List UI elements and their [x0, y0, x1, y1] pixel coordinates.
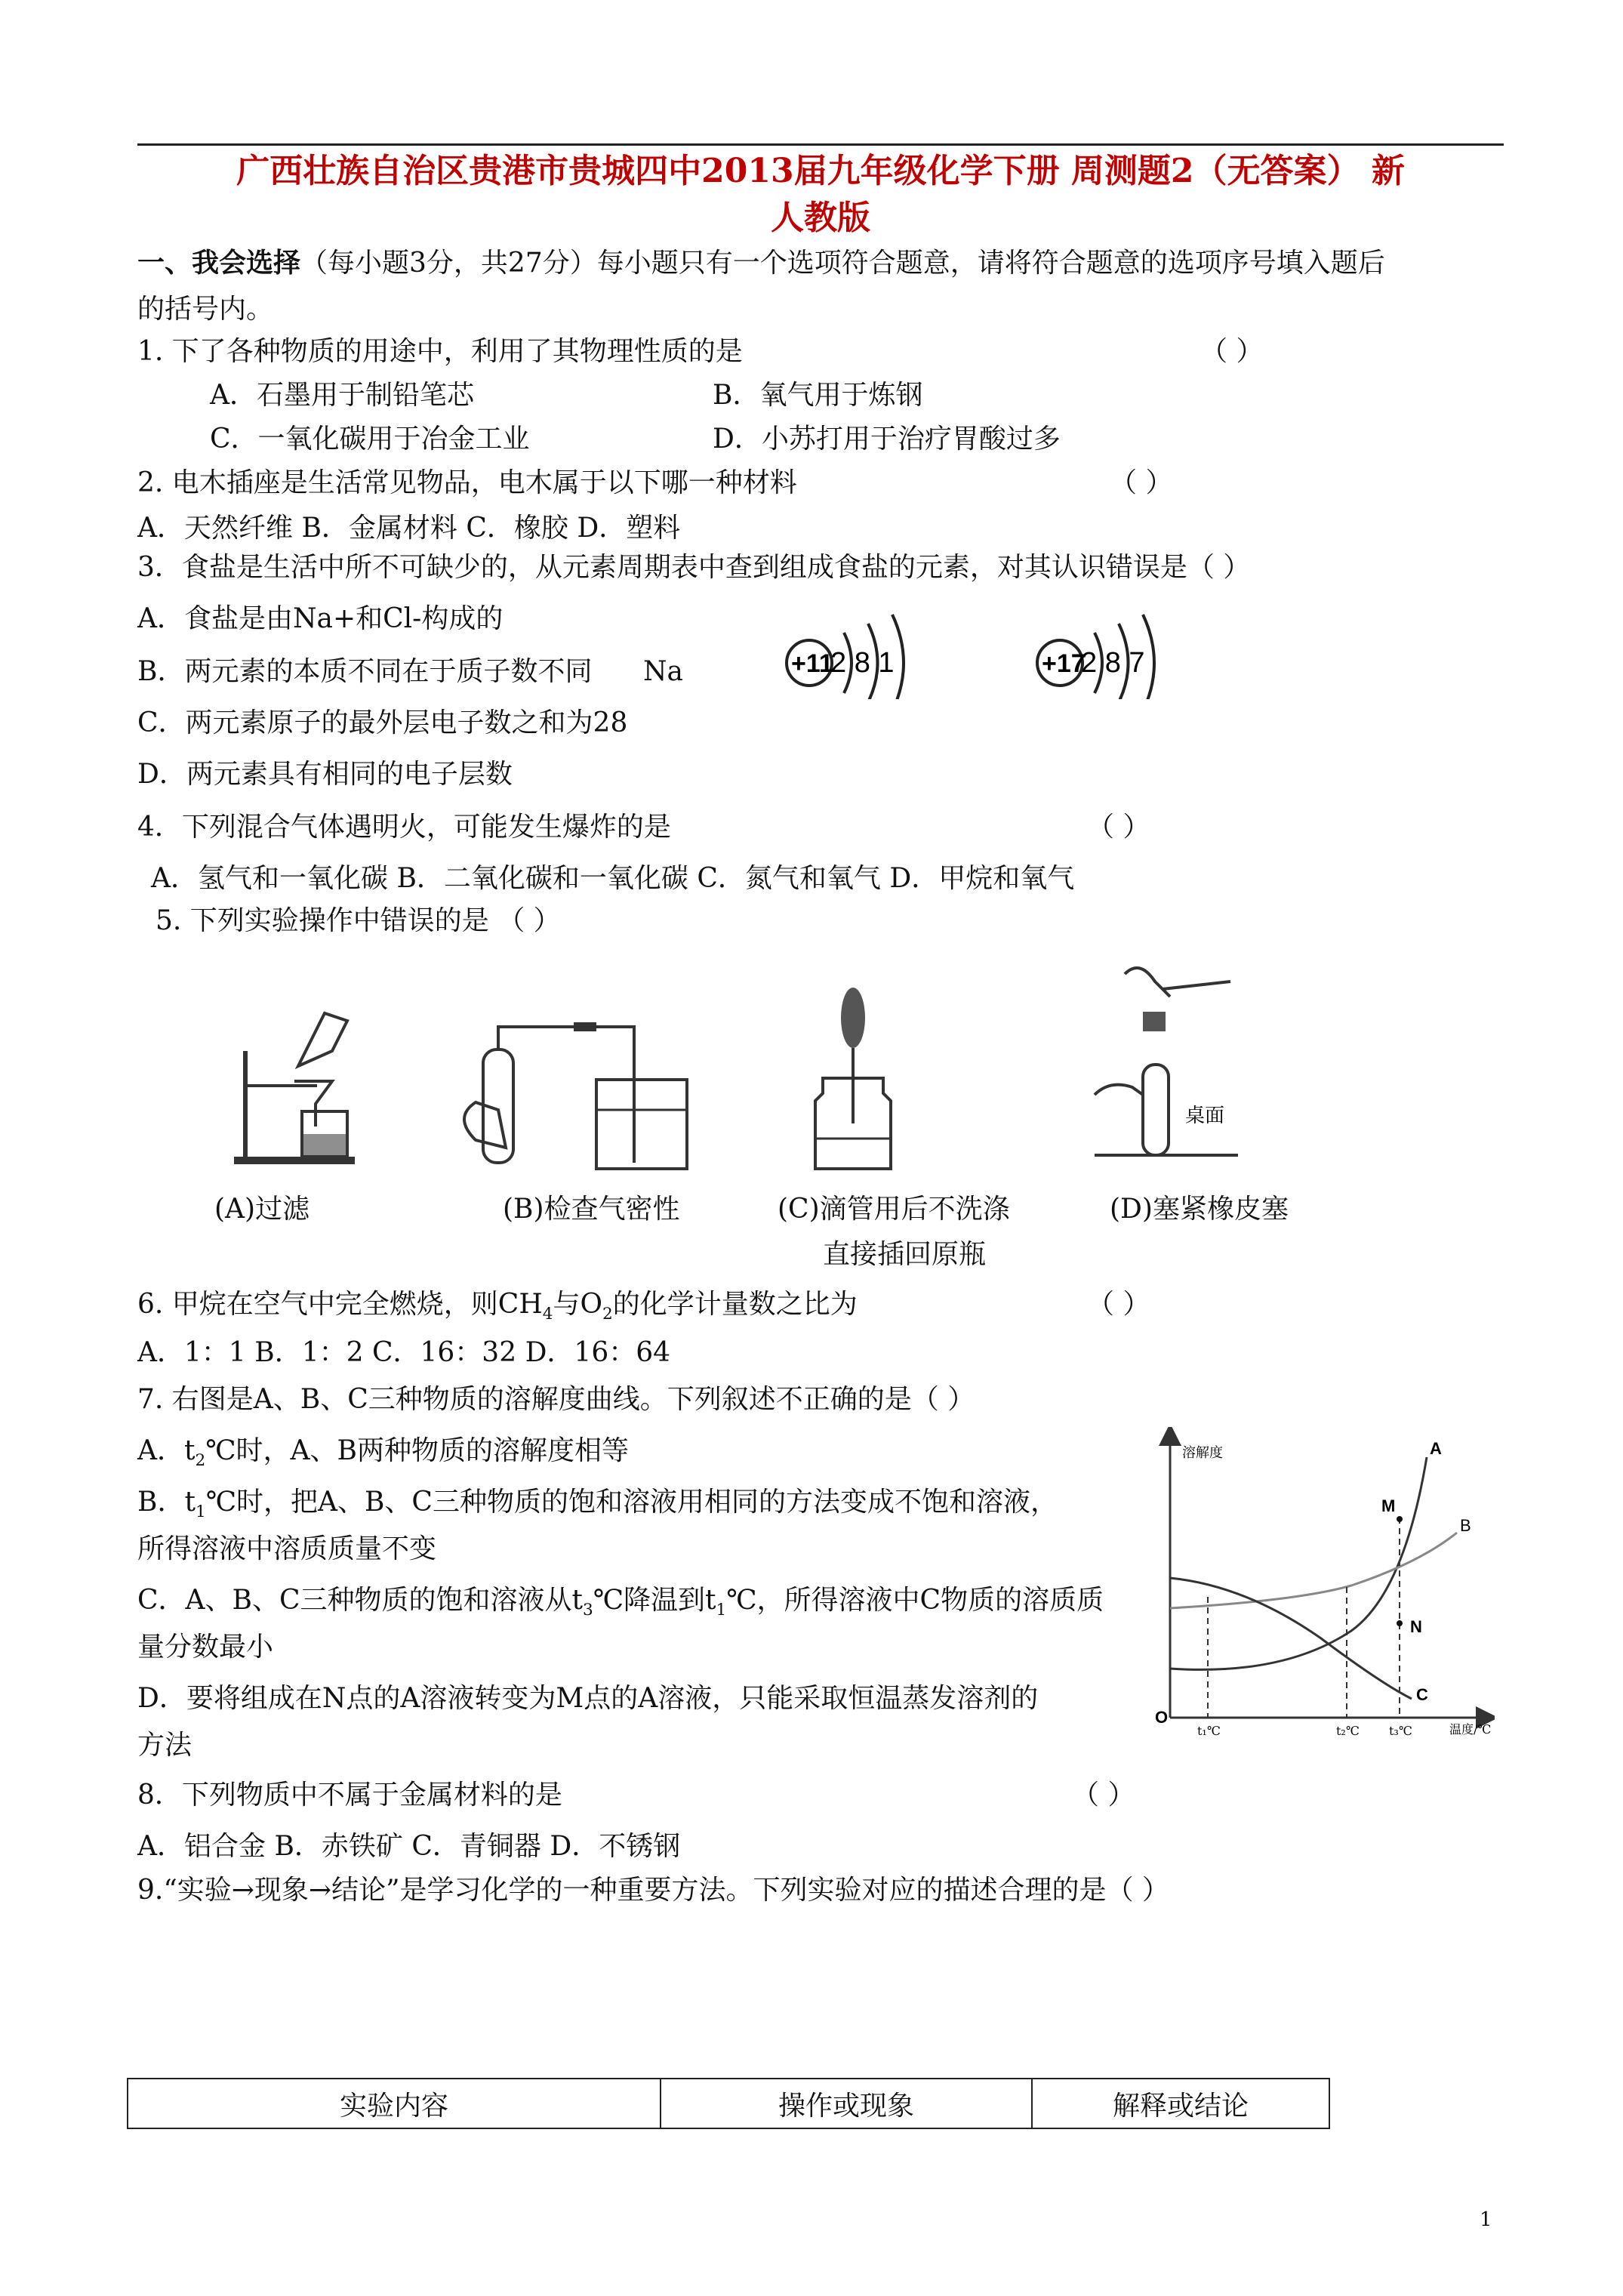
pouring-beaker	[298, 1013, 347, 1066]
stopper-figure	[1079, 951, 1246, 1173]
glass-rod	[1163, 982, 1230, 989]
point-m	[1397, 1516, 1403, 1522]
table-header-row	[128, 2079, 1329, 2128]
label-b: B	[1460, 1516, 1471, 1535]
hand	[464, 1102, 506, 1148]
label-m: M	[1381, 1496, 1396, 1515]
q6-options: A．1：1 B．1：2 C．16：32 D．16：64	[137, 1337, 671, 1368]
section1-intro-2: 的括号内。	[137, 294, 274, 325]
dropper-bulb	[841, 988, 865, 1048]
q5-caption-b: (B)检查气密性	[503, 1194, 680, 1225]
label-c: C	[1416, 1685, 1428, 1704]
section1-intro: 一、我会选择（每小题3分，共27分）每小题只有一个选项符合题意，请将符合题意的选项序号填入题后	[137, 247, 1385, 279]
q3-option-b: B．两元素的本质不同在于质子数不同	[137, 656, 593, 687]
cl-nucleus-charge: +17	[1042, 649, 1086, 678]
q5-caption-c: (C)滴管用后不洗涤	[778, 1194, 1010, 1225]
q3-option-c: C．两元素原子的最外层电子数之和为28	[137, 707, 628, 738]
table-header-content: 实验内容	[128, 2079, 661, 2128]
header-rule	[137, 143, 1504, 146]
label-n: N	[1410, 1617, 1422, 1636]
na-shell-electrons: 2 8 1	[830, 647, 895, 679]
q4-stem: 4．下列混合气体遇明火，可能发生爆炸的是	[137, 812, 671, 843]
table-header-conclusion: 解释或结论	[1032, 2079, 1329, 2128]
q6-bracket: （ ）	[1087, 1289, 1150, 1320]
curve-b	[1170, 1533, 1457, 1608]
solubility-curve-figure	[1132, 1427, 1495, 1744]
tick-t1: t₁℃	[1197, 1724, 1221, 1738]
q5-caption-c-2: 直接插回原瓶	[823, 1239, 987, 1270]
desk-label: 桌面	[1185, 1105, 1225, 1127]
q8-stem: 8．下列物质中不属于金属材料的是	[137, 1780, 562, 1811]
q7-stem: 7. 右图是A、B、C三种物质的溶解度曲线。下列叙述不正确的是（ ）	[137, 1384, 975, 1415]
tube-joint	[574, 1022, 596, 1031]
page-number: 1	[1480, 2208, 1492, 2231]
q3-stem: 3．食盐是生活中所不可缺少的，从元素周期表中查到组成食盐的元素，对其认识错误是（ ）	[137, 552, 1251, 583]
tick-t2: t₂℃	[1336, 1724, 1360, 1738]
stand-rod	[243, 1051, 248, 1158]
q7-option-d: D．要将组成在N点的A溶液转变为M点的A溶液，只能采取恒温蒸发溶剂的	[137, 1683, 1039, 1714]
point-n	[1397, 1620, 1403, 1626]
dropper-figure	[770, 988, 898, 1173]
q6-stem: 6. 甲烷在空气中完全燃烧，则$CH_4$与$O_2$的化学计量数之比为	[137, 1289, 858, 1324]
q7-option-d-2: 方法	[137, 1730, 192, 1761]
q7-option-a: A．$t_2℃$时，A、B两种物质的溶解度相等	[137, 1435, 629, 1471]
q4-bracket: （ ）	[1087, 812, 1150, 843]
q1-bracket: （ ）	[1200, 336, 1264, 367]
q3-na-label: Na	[643, 656, 683, 687]
origin-label: O	[1155, 1708, 1169, 1727]
q2-stem: 2. 电木插座是生活常见物品，电木属于以下哪一种材料	[137, 467, 797, 498]
funnel	[294, 1081, 332, 1126]
label-a: A	[1430, 1439, 1442, 1458]
x-axis-label: 温度/℃	[1449, 1722, 1492, 1737]
delivery-tube	[498, 1027, 634, 1163]
q5-caption-a: (A)过滤	[214, 1194, 310, 1225]
y-axis-label: 溶解度	[1182, 1445, 1223, 1461]
q3-option-d: D．两元素具有相同的电子层数	[137, 759, 513, 790]
q1-option-c: C．一氧化碳用于冶金工业	[210, 424, 530, 455]
q1-stem: 1. 下了各种物质的用途中，利用了其物理性质的是	[137, 336, 743, 367]
curve-a	[1170, 1457, 1427, 1669]
q4-options: A．氢气和一氧化碳 B．二氧化碳和一氧化碳 C．氮气和氧气 D．甲烷和氧气	[151, 863, 1075, 894]
q3-option-a: A．食盐是由Na+和Cl-构成的	[137, 603, 504, 634]
q8-options: A．铝合金 B．赤铁矿 C．青铜器 D．不锈钢	[137, 1831, 681, 1862]
filtration-figure	[226, 953, 370, 1172]
q8-bracket: （ ）	[1072, 1780, 1135, 1811]
test-tube-d	[1143, 1065, 1169, 1155]
q2-bracket: （ ）	[1110, 467, 1173, 498]
sodium-atom-diagram	[778, 593, 929, 699]
tick-t3: t₃℃	[1389, 1724, 1412, 1738]
lower-hand	[1095, 1085, 1143, 1095]
document-title: 广西壮族自治区贵港市贵城四中2013届九年级化学下册 周测题2（无答案） 新 人教版	[236, 152, 1405, 237]
q1-option-b: B．氧气用于炼钢	[713, 380, 923, 411]
na-nucleus-charge: +11	[791, 649, 833, 678]
chlorine-atom-diagram	[1028, 593, 1179, 699]
table-header-operation: 操作或现象	[661, 2079, 1032, 2128]
q7-option-c: C．A、B、C三种物质的饱和溶液从$t_3℃$降温到$t_1℃$，所得溶液中C物质的溶质质	[137, 1585, 1104, 1620]
experiment-table	[127, 2078, 1330, 2129]
filtrate	[303, 1134, 346, 1155]
q2-options: A．天然纤维 B．金属材料 C．橡胶 D．塑料	[137, 513, 681, 544]
rubber-stopper	[1143, 1012, 1166, 1031]
upper-hand	[1125, 968, 1170, 997]
cl-shell-electrons: 2 8 7	[1081, 647, 1145, 679]
q7-option-c-2: 量分数最小	[137, 1632, 274, 1663]
airtightness-figure	[453, 1012, 717, 1172]
q5-stem: 5. 下列实验操作中错误的是 （ ）	[156, 905, 561, 936]
q9-stem: 9.“实验→现象→结论”是学习化学的一种重要方法。下列实验对应的描述合理的是（ ）	[137, 1875, 1169, 1906]
q7-option-b: B．$t_1℃$时，把A、B、C三种物质的饱和溶液用相同的方法变成不饱和溶液，	[137, 1487, 1058, 1522]
water-beaker	[596, 1080, 687, 1169]
curve-c	[1170, 1578, 1412, 1699]
q7-option-b-2: 所得溶液中溶质质量不变	[137, 1533, 437, 1564]
q5-caption-d: (D)塞紧橡皮塞	[1110, 1194, 1289, 1225]
q1-option-a: A．石墨用于制铅笔芯	[210, 380, 474, 411]
q1-option-d: D．小苏打用于治疗胃酸过多	[713, 424, 1061, 455]
